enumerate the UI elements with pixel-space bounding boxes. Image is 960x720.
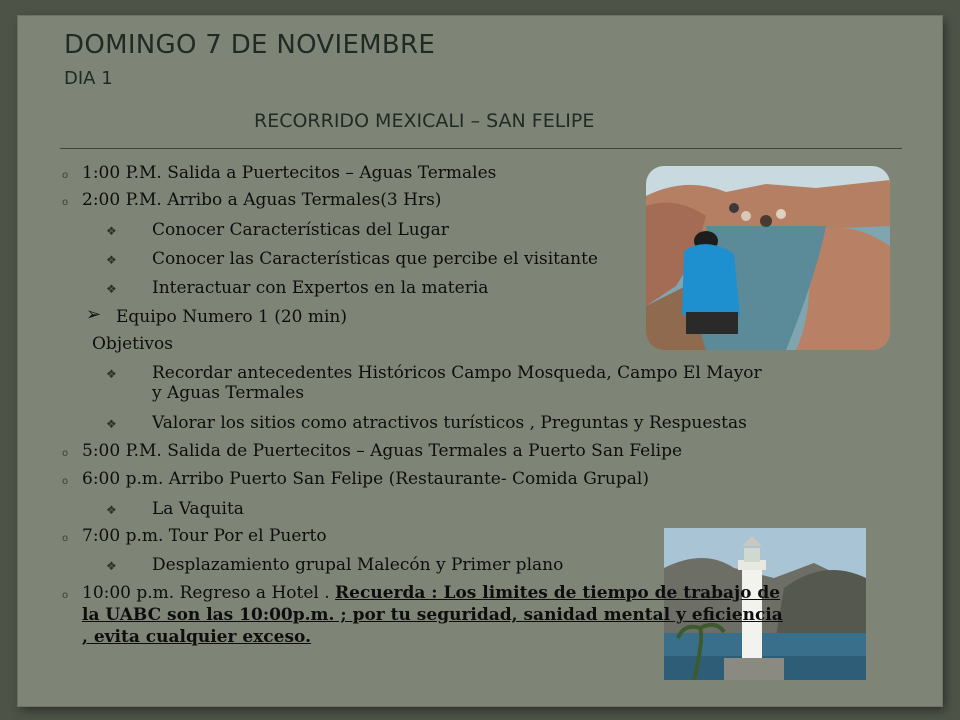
bullet-2: o: [62, 197, 69, 208]
slide-subtitle: DIA 1: [64, 68, 113, 89]
lighthouse-illustration: [664, 528, 866, 680]
bullet-15: o: [62, 590, 69, 601]
item-7: Objetivos: [92, 334, 173, 354]
bullet-1: o: [62, 170, 69, 181]
slide-title: DOMINGO 7 DE NOVIEMBRE: [64, 30, 436, 60]
bullet-9: ❖: [106, 417, 117, 431]
heading-divider: [60, 148, 902, 149]
item-11: 6:00 p.m. Arribo Puerto San Felipe (Restaurante- Comida Grupal): [82, 469, 649, 489]
lighthouse-photo: [664, 528, 866, 680]
bullet-11: o: [62, 476, 69, 487]
item-5: Interactuar con Expertos en la materia: [152, 278, 489, 298]
item-4: Conocer las Características que percibe el visitante: [152, 249, 598, 269]
item-14: Desplazamiento grupal Malecón y Primer plano: [152, 555, 564, 575]
item-6: Equipo Numero 1 (20 min): [116, 307, 347, 327]
bullet-6: ➢: [86, 304, 102, 325]
bullet-12: ❖: [106, 503, 117, 517]
item-13: 7:00 p.m. Tour Por el Puerto: [82, 526, 327, 546]
item-1: 1:00 P.M. Salida a Puertecitos – Aguas Termales: [82, 163, 497, 183]
item-16: la UABC son las 10:00p.m. ; por tu seguridad, sanidad mental y eficiencia: [82, 605, 783, 625]
item-9: Valorar los sitios como atractivos turísticos , Preguntas y Respuestas: [152, 413, 747, 433]
hot-springs-illustration: [646, 166, 890, 350]
item-2: 2:00 P.M. Arribo a Aguas Termales(3 Hrs): [82, 190, 442, 210]
hot-springs-photo: [646, 166, 890, 350]
bullet-4: ❖: [106, 253, 117, 267]
bullet-14: ❖: [106, 559, 117, 573]
bullet-8: ❖: [106, 367, 117, 381]
item-15-text: 10:00 p.m. Regreso a Hotel .: [82, 583, 336, 603]
item-8a: Recordar antecedentes Históricos Campo Mosqueda, Campo El Mayor: [152, 363, 762, 383]
bullet-13: o: [62, 533, 69, 544]
item-15: [82, 583, 780, 604]
item-15-warning: Recuerda : Los limites de tiempo de trabajo de: [335, 583, 781, 603]
bullet-3: ❖: [106, 224, 117, 238]
item-10: 5:00 P.M. Salida de Puertecitos – Aguas Termales a Puerto San Felipe: [82, 441, 683, 461]
bullet-5: ❖: [106, 282, 117, 296]
item-3: Conocer Características del Lugar: [152, 220, 449, 240]
item-12: La Vaquita: [152, 499, 244, 519]
section-heading: RECORRIDO MEXICALI – SAN FELIPE: [254, 110, 595, 132]
item-17: , evita cualquier exceso.: [82, 627, 312, 647]
item-8b: y Aguas Termales: [152, 383, 305, 403]
bullet-10: o: [62, 448, 69, 459]
